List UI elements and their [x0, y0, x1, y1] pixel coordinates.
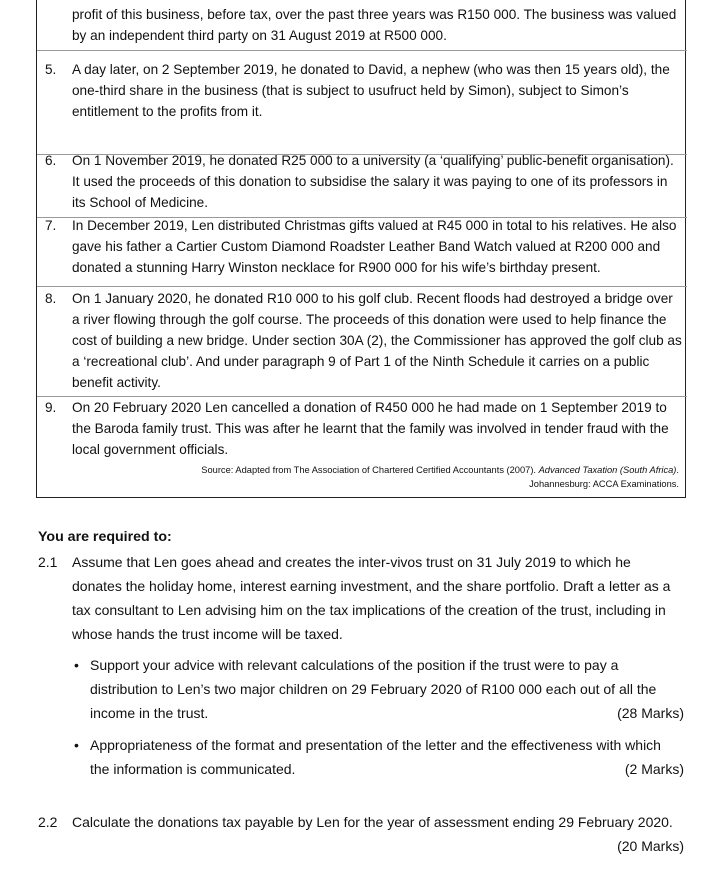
bullet-item [74, 653, 684, 725]
source-suffix: . [676, 465, 679, 475]
source-prefix: Source: Adapted from The Association of Chartered Certified Accountants (2007). [201, 465, 539, 475]
source-title: Advanced Taxation (South Africa) [538, 465, 677, 475]
list-item-9 [37, 396, 687, 498]
question-2-2 [38, 810, 684, 860]
question-number: 2.1 [38, 554, 58, 570]
continuation-paragraph: profit of this business, before tax, over the past three years was R150 000. The business was valued by an independent third party on 31 August 2019 at R500 000. [72, 7, 677, 43]
item-number: 9. [45, 400, 57, 415]
bullet-icon: • [74, 657, 79, 673]
marks-label: (28 Marks) [617, 705, 684, 721]
question-number: 2.2 [38, 814, 58, 830]
marks-label: (2 Marks) [624, 761, 684, 777]
marks-label: (20 Marks) [617, 838, 684, 854]
item-text: On 1 November 2019, he donated R25 000 to a university (a ‘qualifying’ public-benefit organisation). It used the proceeds of this donation to subsidise the salary it was paying to one of its professors in its School of Medicine. [72, 153, 674, 210]
list-item-6 [37, 154, 687, 217]
list-item-5 [37, 50, 687, 154]
item-text: On 1 January 2020, he donated R10 000 to his golf club. Recent floods had destroyed a bridge over a river flowing through the golf course. The proceeds of this donation were used to help finance the cost of building a new bridge. Under section 30A (2), the Commissioner has approved the golf club as a ‘recreational club’. And under paragraph 9 of Part 1 of the Ninth Schedule it carries on a public benefit activity. [72, 291, 682, 390]
bullet-item [74, 733, 684, 781]
question-2-1 [38, 550, 684, 650]
item-number: 6. [45, 153, 57, 168]
item-number: 7. [45, 218, 57, 233]
item-text: A day later, on 2 September 2019, he donated to David, a nephew (who was then 15 years old), the one-third share in the business (that is subject to usufruct held by Simon), subject to Simon’s entitlement to the profits from it. [72, 62, 670, 119]
item-text: On 20 February 2020 Len cancelled a donation of R450 000 he had made on 1 September 2019 to the Baroda family trust. This was after he learnt that the family was involved in tender fraud with the local government officials. [72, 400, 669, 457]
item-text: In December 2019, Len distributed Christmas gifts valued at R45 000 in total to his relatives. He also gave his father a Cartier Custom Diamond Roadster Leather Band Watch valued at R200 000 and donated a stunning Harry Winston necklace for R900 000 for his wife’s birthday present. [72, 218, 677, 275]
bullet-text: Appropriateness of the format and presentation of the letter and the effectiveness with which the information is communicated. [90, 737, 661, 777]
item-number: 5. [45, 62, 57, 77]
required-heading: You are required to: [38, 529, 172, 545]
source-publisher: Johannesburg: ACCA Examinations. [529, 479, 679, 489]
bullet-icon: • [74, 737, 79, 753]
list-item-7 [37, 217, 687, 285]
source-citation [201, 463, 679, 491]
case-study-box [36, 0, 686, 498]
list-item-8 [37, 286, 687, 396]
question-text: Calculate the donations tax payable by Len for the year of assessment ending 29 February 2020. [72, 814, 673, 830]
question-text: Assume that Len goes ahead and creates the inter-vivos trust on 31 July 2019 to which he donates the holiday home, interest earning investment, and the share portfolio. Draft a letter as a tax consultant to Len advising him on the tax implications of the creation of the trust, including in whose hands the trust income will be taxed. [72, 554, 671, 642]
bullet-text: Support your advice with relevant calculations of the position if the trust were to pay a distribution to Len’s two major children on 29 February 2020 of R100 000 each out of all the income in the trust. [90, 657, 657, 721]
item-number: 8. [45, 291, 57, 306]
